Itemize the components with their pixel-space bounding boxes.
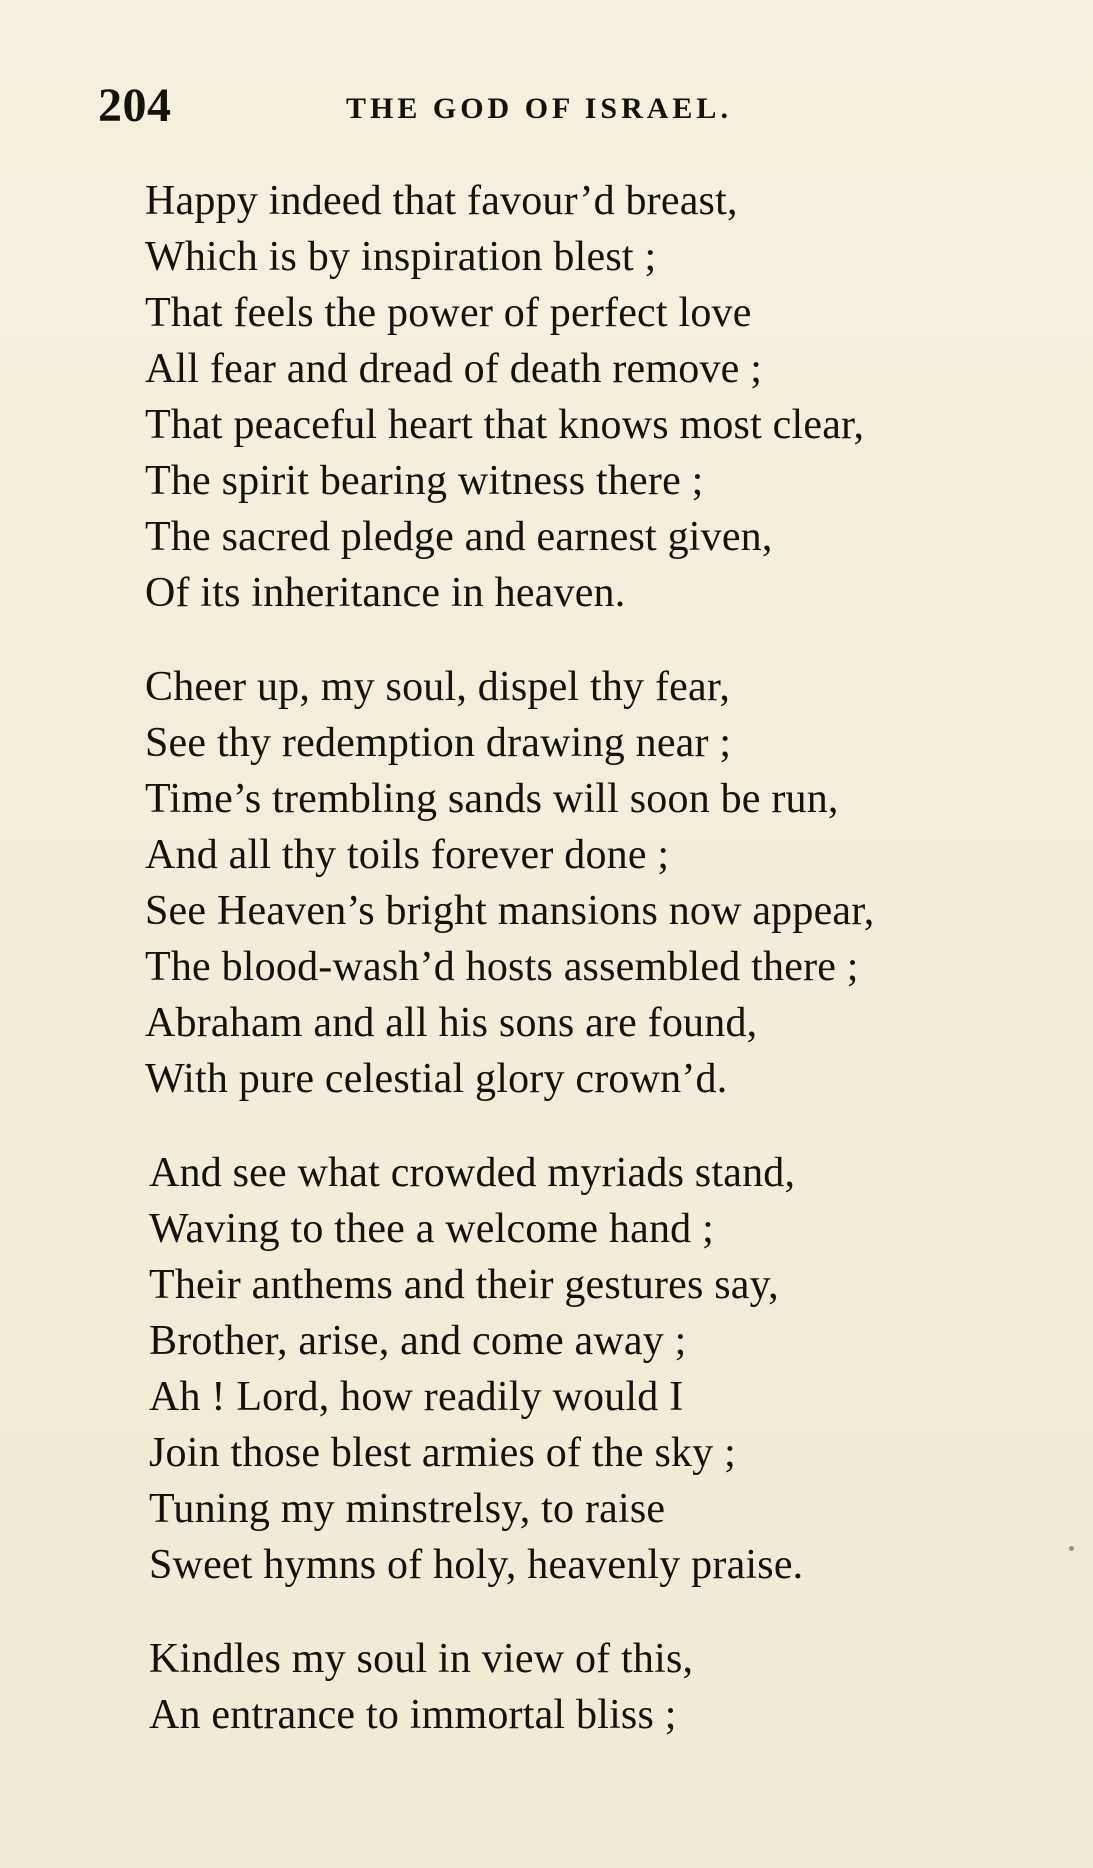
poem-line: Brother, arise, and come away ; <box>149 1318 687 1364</box>
stanza <box>145 659 1065 1107</box>
stanza <box>145 173 1065 621</box>
poem-line: The spirit bearing witness there ; <box>145 458 704 504</box>
stanza <box>145 1145 1065 1593</box>
poem-line: Cheer up, my soul, dispel thy fear, <box>145 664 731 710</box>
poem-line: Waving to thee a welcome hand ; <box>149 1206 714 1252</box>
poem-line: Of its inheritance in heaven. <box>145 570 626 616</box>
paper-speck <box>1069 1546 1074 1551</box>
poem-line: Tuning my minstrelsy, to raise <box>149 1486 666 1532</box>
poem-line: The sacred pledge and earnest given, <box>145 514 773 560</box>
poem-line: See Heaven’s bright mansions now appear, <box>145 888 875 934</box>
page-header <box>98 79 998 142</box>
poem-line: Abraham and all his sons are found, <box>145 1000 758 1046</box>
poem-line: Kindles my soul in view of this, <box>149 1636 694 1682</box>
poem-line: Join those blest armies of the sky ; <box>149 1430 736 1476</box>
poem-line: The blood-wash’d hosts assembled there ; <box>145 944 859 990</box>
poem-line: Ah ! Lord, how readily would I <box>149 1374 684 1420</box>
poem-line: Sweet hymns of holy, heavenly praise. <box>149 1542 804 1588</box>
poem-line: And all thy toils forever done ; <box>145 832 670 878</box>
poem-line: An entrance to immortal bliss ; <box>149 1692 677 1738</box>
poem-line: Which is by inspiration blest ; <box>145 234 657 280</box>
running-head: THE GOD OF ISRAEL. <box>346 92 732 125</box>
poem-line: That peaceful heart that knows most clear, <box>145 402 865 448</box>
poem-line: See thy redemption drawing near ; <box>145 720 732 766</box>
poem <box>145 173 1065 1743</box>
stanza <box>145 1631 1065 1743</box>
poem-line: And see what crowded myriads stand, <box>149 1150 796 1196</box>
poem-line: Happy indeed that favour’d breast, <box>145 178 738 224</box>
poem-line: That feels the power of perfect love <box>145 290 752 336</box>
poem-line: With pure celestial glory crown’d. <box>145 1056 728 1102</box>
poem-line: All fear and dread of death remove ; <box>145 346 763 392</box>
poem-line: Their anthems and their gestures say, <box>149 1262 779 1308</box>
poem-line: Time’s trembling sands will soon be run, <box>145 776 839 822</box>
page-number: 204 <box>98 79 172 132</box>
